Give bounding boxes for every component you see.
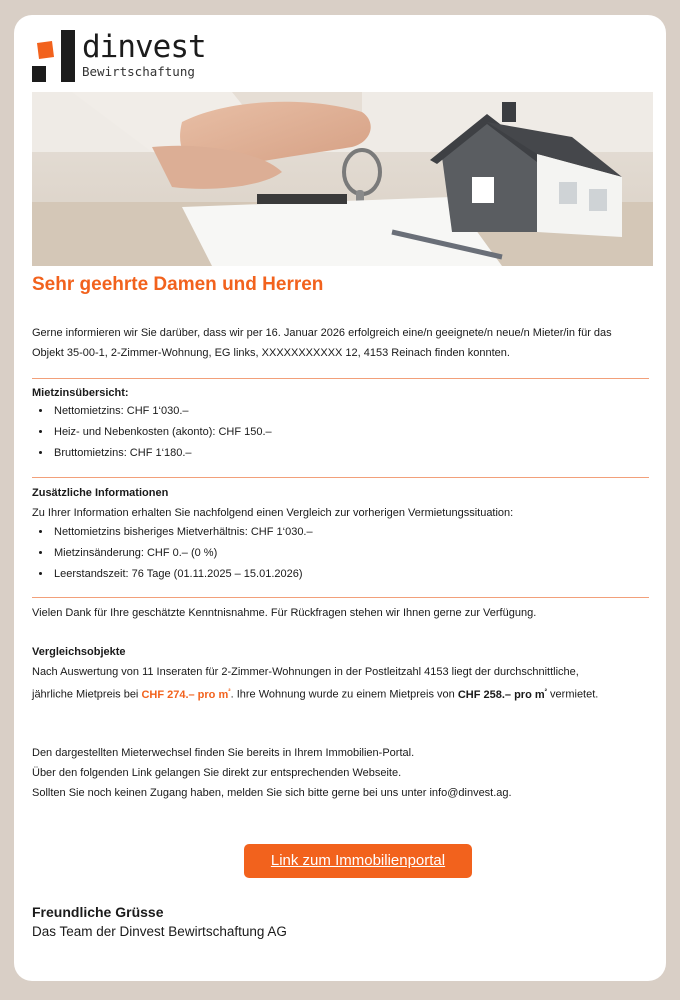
additional-info-intro: Zu Ihrer Information erhalten Sie nachfolgend einen Vergleich zur vorherigen Vermietungssituation: (32, 507, 514, 519)
brand-subtitle: Bewirtschaftung (82, 64, 195, 79)
hero-image (32, 92, 653, 266)
list-item: • Nettomietzins bisheriges Mietverhältnis: CHF 1‘030.– (52, 522, 313, 543)
portal-line-2: Über den folgenden Link gelangen Sie direkt zur entsprechenden Webseite. (32, 767, 402, 779)
rent-overview-list (32, 401, 272, 464)
team-signature: Das Team der Dinvest Bewirtschaftung AG (32, 924, 287, 939)
list-item: • Mietzinsänderung: CHF 0.– (0 %) (52, 543, 313, 564)
list-item: • Bruttomietzins: CHF 1‘180.– (52, 443, 272, 464)
list-item: • Leerstandszeit: 76 Tage (01.11.2025 – 15.01.2026) (52, 564, 313, 585)
brand-name: dinvest (82, 29, 206, 65)
average-price: CHF 274.– pro $m^{^2}$ (141, 688, 231, 701)
additional-info-list (32, 522, 313, 585)
intro-line-2: Objekt 35-00-1, 2-Zimmer-Wohnung, EG links, XXXXXXXXXXX 12, 4153 Reinach finden konnten. (32, 347, 510, 359)
list-item: • Nettomietzins: CHF 1‘030.– (52, 401, 272, 422)
portal-line-3: Sollten Sie noch keinen Zugang haben, melden Sie sich bitte gerne bei uns unter info@dinvest.ag. (32, 787, 512, 799)
additional-info-heading: Zusätzliche Informationen (32, 487, 169, 499)
thanks-text: Vielen Dank für Ihre geschätzte Kenntnisnahme. Für Rückfragen stehen wir Ihnen gerne zur Verfügung. (32, 607, 537, 619)
rent-overview-heading: Mietzinsübersicht: (32, 387, 129, 399)
portal-line-1: Den dargestellten Mieterwechsel finden Sie bereits in Ihrem Immobilien-Portal. (32, 747, 415, 759)
portal-link-button[interactable]: Link zum Immobilienportal (244, 844, 472, 878)
comparison-line-2: jährliche Mietpreis bei CHF 274.– pro $m^{^2}$. Ihre Wohnung wurde zu einem Mietpreis von CHF 258.– pro $m^{^2}$ vermietet. (32, 688, 599, 701)
comparison-line-1: Nach Auswertung von 11 Inseraten für 2-Zimmer-Wohnungen in der Postleitzahl 4153 liegt der durchschnittliche, (32, 666, 579, 678)
intro-line-1: Gerne informieren wir Sie darüber, dass wir per 16. Januar 2026 erfolgreich eine/n geeignete/n neue/n Mieter/in für das (32, 327, 612, 339)
email-card (14, 15, 666, 981)
divider (32, 477, 649, 478)
divider (32, 597, 649, 598)
greeting-heading: Sehr geehrte Damen und Herren (32, 274, 324, 295)
comparison-heading: Vergleichsobjekte (32, 646, 126, 658)
list-item: • Heiz- und Nebenkosten (akonto): CHF 150.– (52, 422, 272, 443)
closing-greeting: Freundliche Grüsse (32, 904, 164, 920)
own-price: CHF 258.– pro $m^{^2}$ (457, 688, 547, 701)
divider (32, 378, 649, 379)
dinvest-logo-icon (32, 30, 78, 82)
hands-with-keys-and-house-image (32, 92, 653, 266)
